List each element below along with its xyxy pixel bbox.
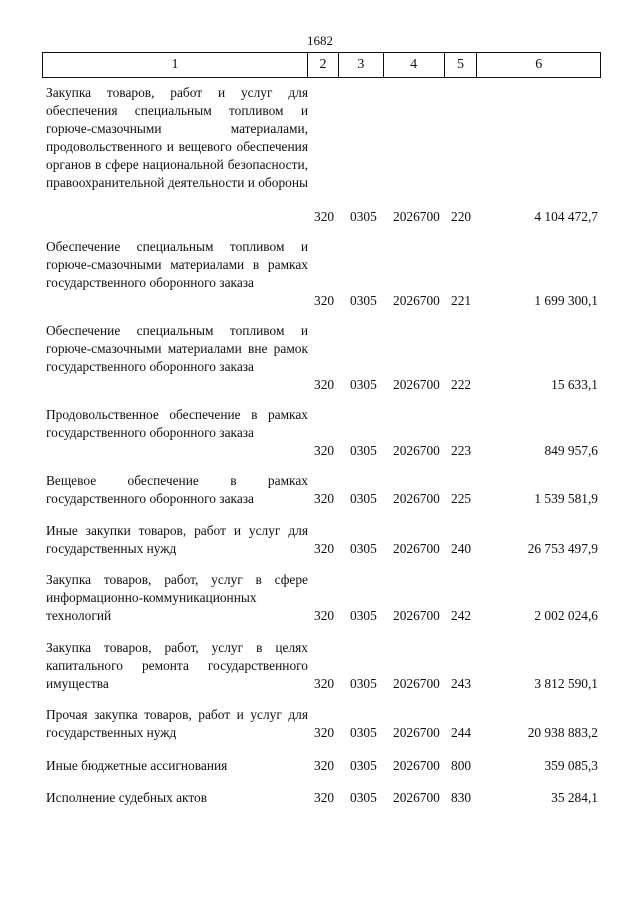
row-target-article: 2026700 bbox=[393, 293, 440, 308]
row-grbs: 320 bbox=[314, 541, 335, 556]
row-expense-type: 220 bbox=[451, 209, 472, 224]
row-section: 0305 bbox=[350, 541, 377, 556]
row-grbs: 320 bbox=[314, 293, 335, 308]
header-col-5: 5 bbox=[445, 53, 478, 77]
row-section: 0305 bbox=[350, 209, 377, 224]
header-col-3: 3 bbox=[339, 53, 384, 77]
row-description: Закупка товаров, работ, услуг в целях капитального ремонта государственного имущества bbox=[46, 640, 308, 691]
row-section: 0305 bbox=[350, 790, 377, 805]
row-expense-type: 221 bbox=[451, 293, 472, 308]
row-expense-type: 243 bbox=[451, 676, 472, 691]
row-description: Обеспечение специальным топливом и горюче-смазочными материалами вне рамок государственного оборонного заказа bbox=[46, 323, 308, 374]
row-sum: 359 085,3 bbox=[544, 758, 598, 773]
header-col-1: 1 bbox=[43, 53, 308, 77]
row-sum: 1 699 300,1 bbox=[534, 293, 598, 308]
row-target-article: 2026700 bbox=[393, 608, 440, 623]
row-grbs: 320 bbox=[314, 209, 335, 224]
row-target-article: 2026700 bbox=[393, 541, 440, 556]
row-expense-type: 240 bbox=[451, 541, 472, 556]
row-sum: 1 539 581,9 bbox=[534, 491, 598, 506]
row-sum: 20 938 883,2 bbox=[527, 725, 598, 740]
row-section: 0305 bbox=[350, 758, 377, 773]
row-section: 0305 bbox=[350, 293, 377, 308]
row-sum: 4 104 472,7 bbox=[534, 209, 598, 224]
row-section: 0305 bbox=[350, 676, 377, 691]
row-expense-type: 800 bbox=[451, 758, 472, 773]
row-expense-type: 830 bbox=[451, 790, 472, 805]
row-target-article: 2026700 bbox=[393, 209, 440, 224]
row-description: Закупка товаров, работ и услуг для обеспечения специальным топливом и горюче-смазочными материалами, продовольственного и вещевого обеспечения органов в сфере национальной безопасности, правоохранительной деятельности и обороны bbox=[46, 85, 308, 190]
row-sum: 849 957,6 bbox=[544, 443, 598, 458]
row-description: Вещевое обеспечение в рамках государственного оборонного заказа bbox=[46, 473, 308, 506]
row-grbs: 320 bbox=[314, 377, 335, 392]
row-section: 0305 bbox=[350, 725, 377, 740]
row-sum: 15 633,1 bbox=[551, 377, 598, 392]
row-expense-type: 225 bbox=[451, 491, 472, 506]
row-sum: 26 753 497,9 bbox=[527, 541, 598, 556]
row-section: 0305 bbox=[350, 608, 377, 623]
row-target-article: 2026700 bbox=[393, 676, 440, 691]
row-grbs: 320 bbox=[314, 443, 335, 458]
row-description: Иные бюджетные ассигнования bbox=[46, 758, 228, 773]
header-col-6: 6 bbox=[535, 57, 543, 72]
header-col-4: 4 bbox=[384, 53, 445, 77]
row-grbs: 320 bbox=[314, 725, 335, 740]
row-description: Исполнение судебных актов bbox=[46, 790, 208, 805]
row-grbs: 320 bbox=[314, 790, 335, 805]
row-description: Обеспечение специальным топливом и горюче-смазочными материалами в рамках государственного оборонного заказа bbox=[46, 239, 308, 290]
row-description: Прочая закупка товаров, работ и услуг для государственных нужд bbox=[46, 707, 308, 740]
row-grbs: 320 bbox=[314, 491, 335, 506]
row-description: Иные закупки товаров, работ и услуг для государственных нужд bbox=[46, 523, 308, 556]
row-target-article: 2026700 bbox=[393, 758, 440, 773]
row-expense-type: 244 bbox=[451, 725, 472, 740]
row-sum: 3 812 590,1 bbox=[534, 676, 598, 691]
row-description: Продовольственное обеспечение в рамках государственного оборонного заказа bbox=[46, 407, 308, 440]
header-col-2: 2 bbox=[308, 53, 339, 77]
row-target-article: 2026700 bbox=[393, 725, 440, 740]
row-sum: 2 002 024,6 bbox=[534, 608, 598, 623]
row-expense-type: 242 bbox=[451, 608, 472, 623]
row-target-article: 2026700 bbox=[393, 377, 440, 392]
row-section: 0305 bbox=[350, 377, 377, 392]
row-description: Закупка товаров, работ, услуг в сфере информационно-коммуникационных технологий bbox=[46, 572, 308, 623]
row-grbs: 320 bbox=[314, 758, 335, 773]
row-expense-type: 222 bbox=[451, 377, 472, 392]
row-target-article: 2026700 bbox=[393, 790, 440, 805]
table-header bbox=[42, 52, 601, 78]
row-grbs: 320 bbox=[314, 676, 335, 691]
row-sum: 35 284,1 bbox=[551, 790, 598, 805]
row-target-article: 2026700 bbox=[393, 443, 440, 458]
row-grbs: 320 bbox=[314, 608, 335, 623]
page-number: 1682 bbox=[307, 33, 333, 48]
row-expense-type: 223 bbox=[451, 443, 472, 458]
row-section: 0305 bbox=[350, 491, 377, 506]
row-section: 0305 bbox=[350, 443, 377, 458]
row-target-article: 2026700 bbox=[393, 491, 440, 506]
